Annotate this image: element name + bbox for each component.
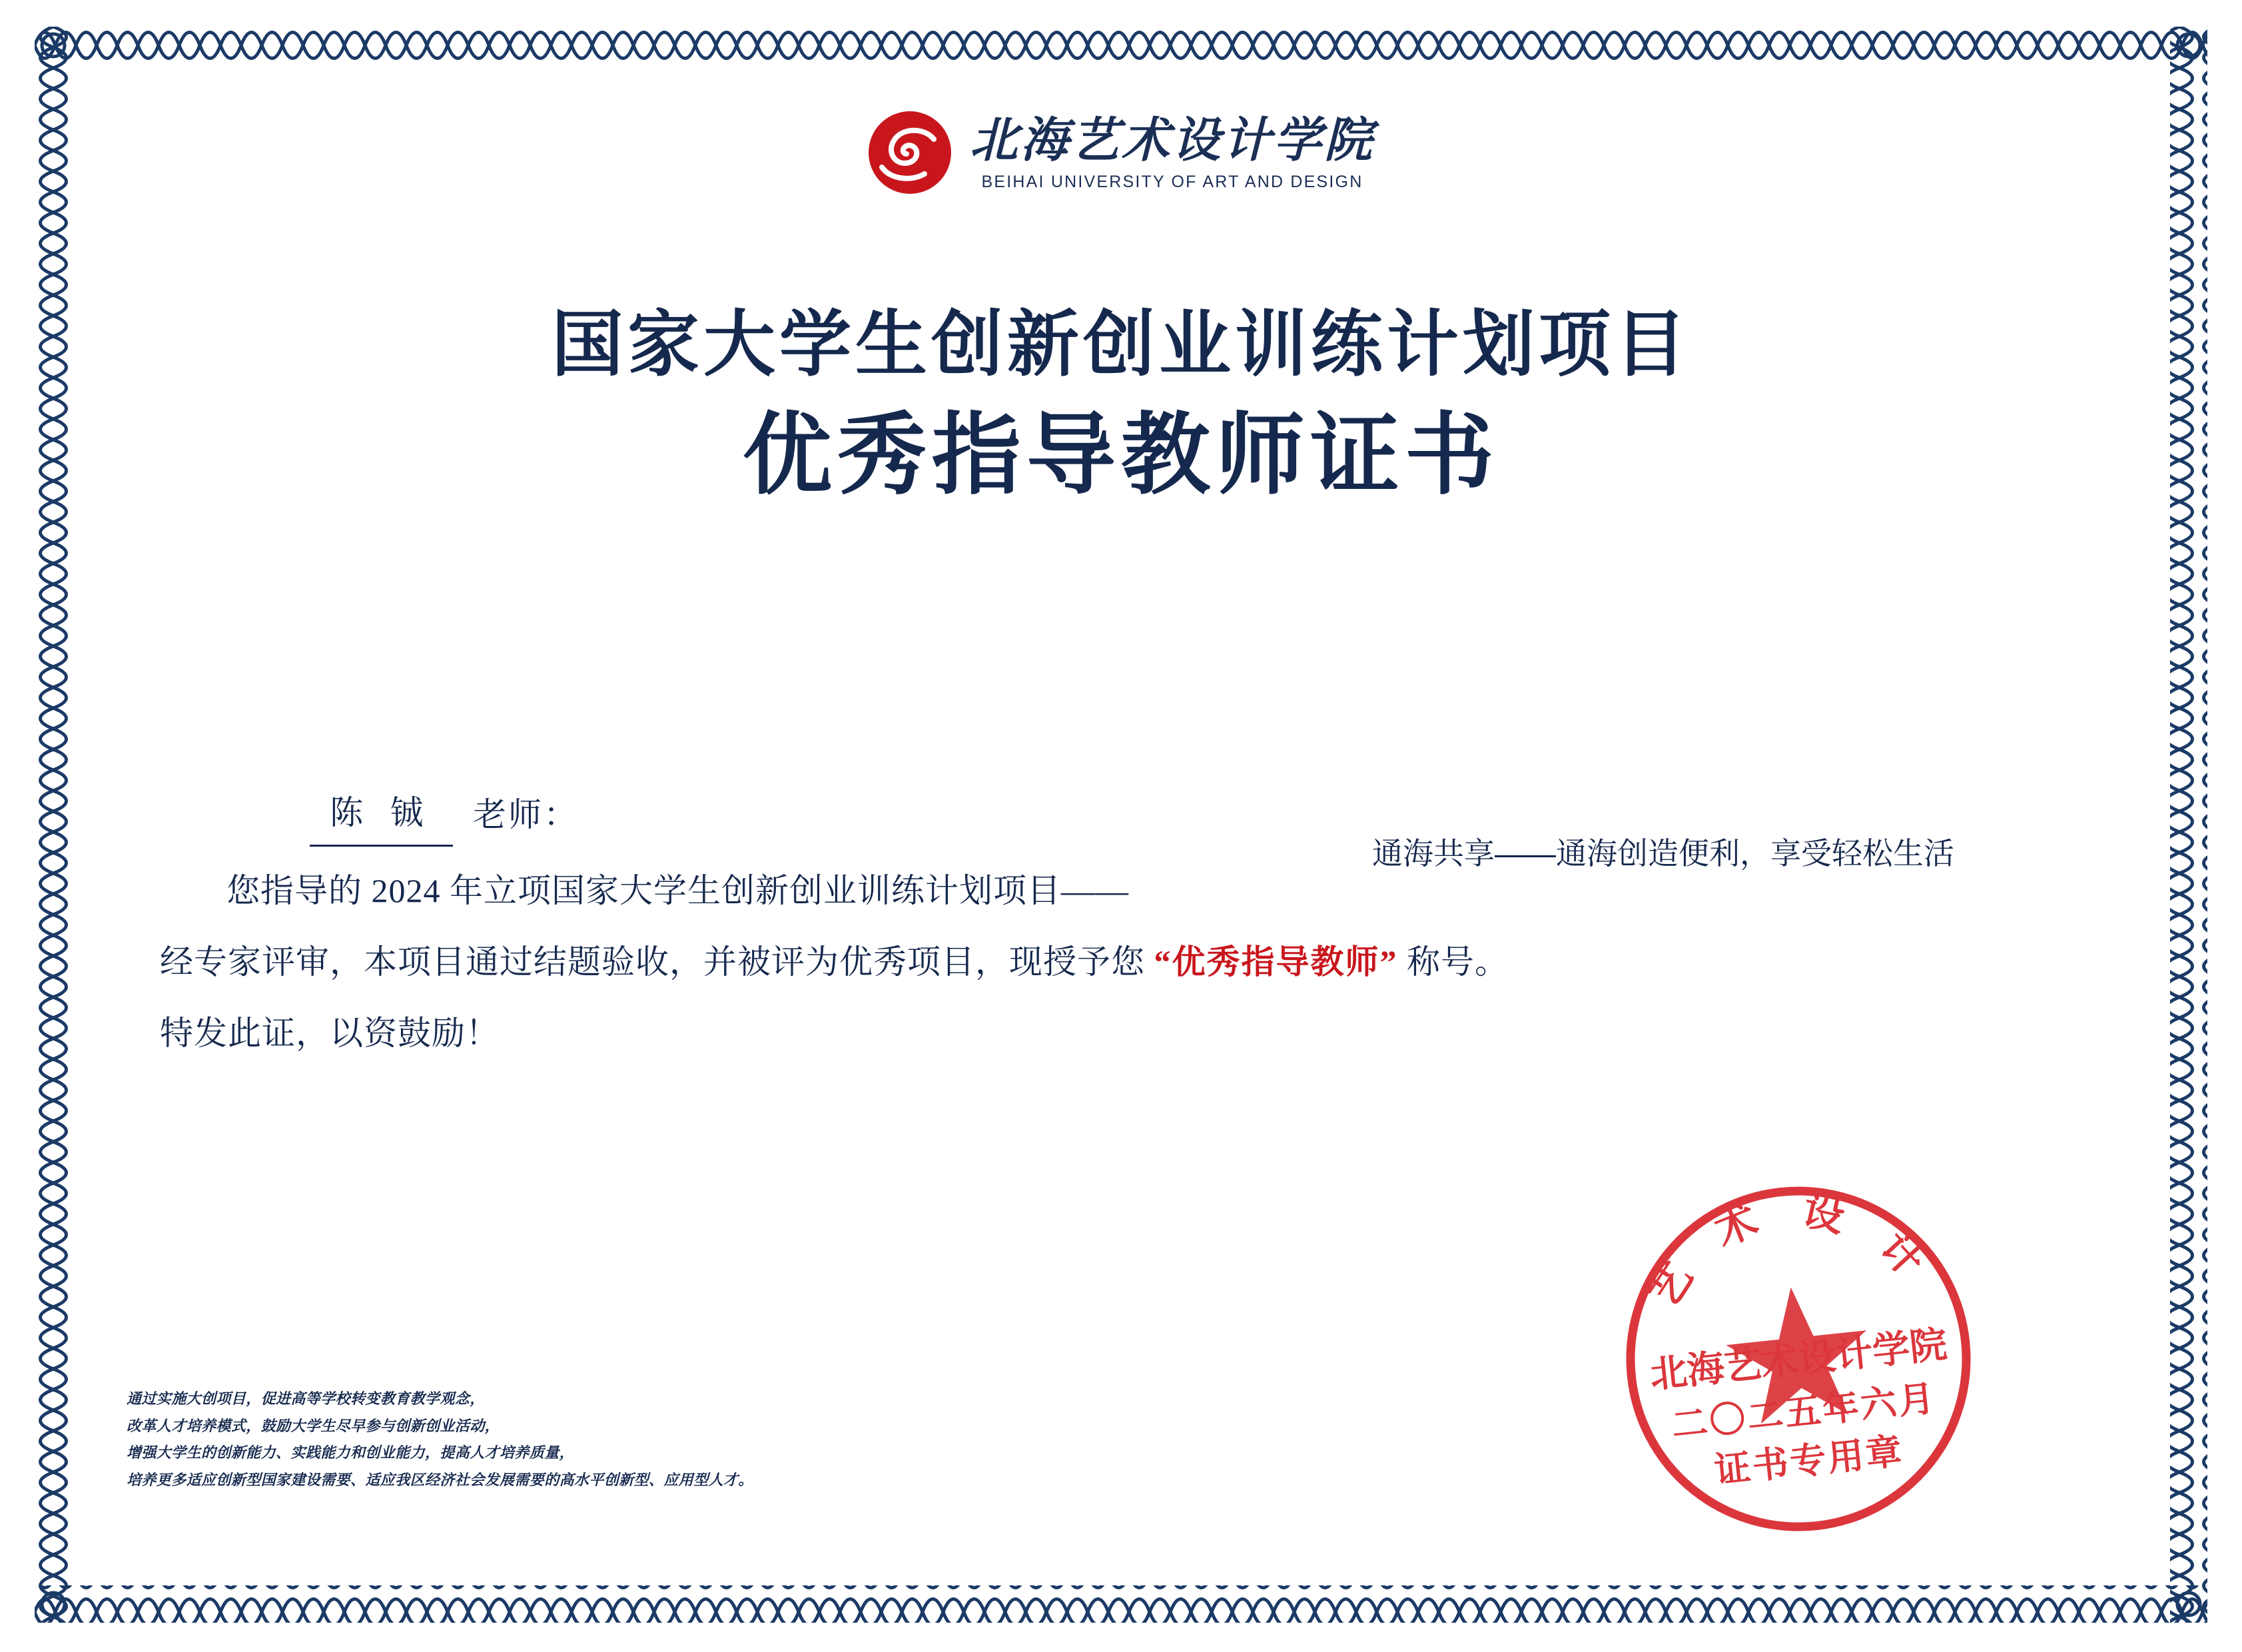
- certificate-title: [0, 303, 2242, 510]
- footnote-line-2: 改革人才培养模式，鼓励大学生尽早参与创新创业活动，: [127, 1417, 500, 1434]
- body-line-2-after: 称号。: [1407, 943, 1509, 981]
- recipient-name: 陈 铖: [310, 786, 453, 847]
- seal-outer-text: 艺 术 设 计: [1641, 1188, 1942, 1315]
- footnote-line-3: 增强大学生的创新能力、实践能力和创业能力，提高人才培养质量，: [127, 1444, 575, 1461]
- salutation-suffix: 老师：: [473, 796, 579, 833]
- salutation-row: [310, 786, 2091, 847]
- footnote: [127, 1386, 753, 1494]
- official-seal: [1593, 1154, 2003, 1563]
- footnote-line-4: 培养更多适应创新型国家建设需要、适应我区经济社会发展需要的高水平创新型、应用型人才。: [127, 1471, 753, 1489]
- award-title: “优秀指导教师”: [1154, 943, 1398, 981]
- institution-logo: [0, 110, 2242, 195]
- seal-date: 二〇二五年六月: [1669, 1378, 1938, 1446]
- footnote-line-1: 通过实施大创项目，促进高等学校转变教育教学观念，: [127, 1390, 485, 1407]
- body-line-2: [160, 935, 2091, 989]
- project-title: 通海共享——通海创造便利，享受轻松生活: [1372, 836, 1954, 871]
- seal-institution: 北海艺术设计学院: [1648, 1324, 1950, 1397]
- certificate-body: [160, 786, 2091, 1060]
- title-line-2: 优秀指导教师证书: [742, 406, 1499, 506]
- body-line-2-before: 经专家评审，本项目通过结题验收，并被评为优秀项目，现授予您: [160, 943, 1145, 981]
- body-line-1: 您指导的 2024 年立项国家大学生创新创业训练计划项目——: [226, 872, 1129, 909]
- logo-name-cn: 北海艺术设计学院: [969, 113, 1375, 167]
- spiral-wave-logo-icon: [867, 110, 952, 195]
- body-line-3: 特发此证，以资鼓励！: [160, 1015, 500, 1052]
- title-line-1: 国家大学生创新创业训练计划项目: [551, 306, 1690, 385]
- seal-purpose: 证书专用章: [1712, 1431, 1906, 1491]
- logo-name-en: BEIHAI UNIVERSITY OF ART AND DESIGN: [981, 172, 1363, 191]
